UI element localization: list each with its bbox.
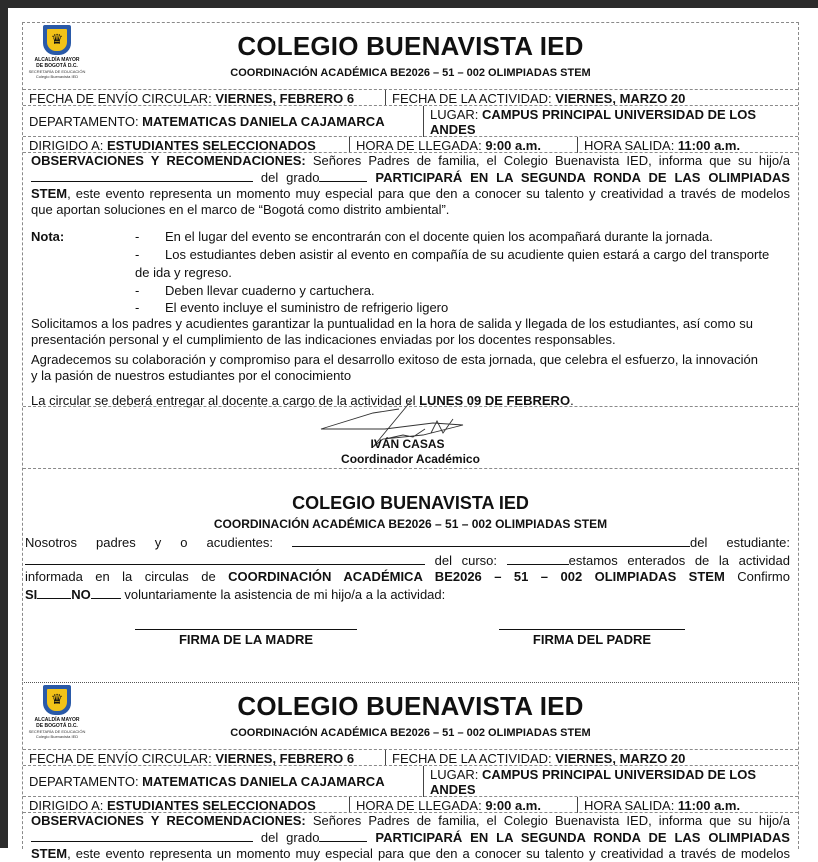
si-field[interactable] [37,586,71,599]
logo-text: DE BOGOTÁ D.C. [36,723,78,729]
fecha-envio: FECHA DE ENVÍO CIRCULAR: VIERNES, FEBRERO 6 [29,91,355,106]
observaciones-line-2: del grado PARTICIPARÁ EN LA SEGUNDA RONDA DE LAS OLIMPIADAS [31,169,790,186]
bogota-coat-of-arms-icon: ♛ [43,25,71,55]
nota-label: Nota: [31,229,65,244]
firma-madre-label: FIRMA DE LA MADRE [178,632,314,647]
fecha-actividad: FECHA DE LA ACTIVIDAD: VIERNES, MARZO 20 [385,750,798,766]
departamento: DEPARTAMENTO: MATEMATICAS DANIELA CAJAMARCA [29,774,385,789]
padre-signature-line[interactable] [499,629,685,630]
row-departamento [23,105,798,137]
acudientes-name-field[interactable] [292,534,690,547]
observaciones-line-1: OBSERVACIONES Y RECOMENDACIONES: Señores Padres de familia, el Colegio Buenavista IED, informa que su hijo/a [31,813,790,828]
logo-text: Colegio Buenavista IED [35,734,79,739]
row-dirigido [23,796,798,813]
reply-title: COLEGIO BUENAVISTA IED [292,493,529,513]
logo-text: SECRETARÍA DE EDUCACIÓN [28,69,86,74]
fecha-actividad: FECHA DE LA ACTIVIDAD: VIERNES, MARZO 20 [385,90,798,106]
document-header [23,23,798,89]
viewer-left-bar [0,0,8,848]
signer-role: Coordinador Académico [341,452,480,466]
paragraph-line: Solicitamos a los padres y acudientes garantizar la puntualidad en la hora de salida y llegada de los estudiantes, así como su [31,316,753,331]
nota-text: El evento incluye el suministro de refrigerio ligero [165,300,449,315]
nota-text: de ida y regreso. [135,265,232,280]
logo-text: ALCALDÍA MAYOR [34,57,80,63]
observaciones-block [31,153,790,409]
nota-item [31,282,790,300]
hora-salida: HORA SALIDA: 11:00 a.m. [577,137,798,153]
reply-slip-body [25,534,790,603]
paragraph-line: presentación personal y el cumplimiento de las indicaciones enviadas por los docentes responsables. [31,332,616,347]
reply-line-2: del curso: estamos enterados de la actividad [25,552,790,570]
nota-item [31,228,790,246]
circular-copy-1 [22,22,799,681]
student-name-field[interactable] [25,552,425,565]
logo-text: DE BOGOTÁ D.C. [36,63,78,69]
lugar: LUGAR: CAMPUS PRINCIPAL UNIVERSIDAD DE LOS ANDES [423,766,798,797]
bullet: - [135,229,140,244]
nota-item [31,246,790,264]
no-field[interactable] [91,586,121,599]
fecha-envio: FECHA DE ENVÍO CIRCULAR: VIERNES, FEBRERO 6 [29,751,355,766]
reply-subtitle: COORDINACIÓN ACADÉMICA BE2026 – 51 – 002 OLIMPIADAS STEM [213,517,608,531]
observaciones-line-3: STEM, este evento representa un momento muy especial para que den a conocer su talento y creatividad a través de modelos [31,186,790,201]
nota-text: Los estudiantes deben asistir al evento en compañía de su acudiente quien estará a cargo del transporte [165,247,770,262]
divider [23,468,798,469]
nota-item [31,300,790,316]
school-title: COLEGIO BUENAVISTA IED [237,31,584,61]
solicitamos-paragraph [31,316,790,348]
logo-text: ALCALDÍA MAYOR [34,717,80,723]
paragraph-line: y la pasión de nuestros estudiantes por el conocimiento [31,368,352,383]
row-departamento [23,765,798,797]
row-dirigido [23,136,798,153]
observaciones-line-2: del grado PARTICIPARÁ EN LA SEGUNDA RONDA DE LAS OLIMPIADAS [31,829,790,846]
dirigido-a: DIRIGIDO A: ESTUDIANTES SELECCIONADOS [29,798,316,813]
row-fechas [23,89,798,106]
madre-signature-line[interactable] [135,629,357,630]
hora-llegada: HORA DE LLEGADA: 9:00 a.m. [349,137,577,153]
observaciones-line-4: que aportan soluciones en el marco de “Bogotá como distrito ambiental”. [31,202,450,217]
school-title: COLEGIO BUENAVISTA IED [237,691,584,721]
viewer-top-bar [0,0,818,8]
firma-padre-label: FIRMA DEL PADRE [532,632,652,647]
lugar: LUGAR: CAMPUS PRINCIPAL UNIVERSIDAD DE LOS ANDES [423,106,798,137]
coordination-subtitle: COORDINACIÓN ACADÉMICA BE2026 – 51 – 002 OLIMPIADAS STEM [230,727,591,739]
reply-line-4: SI NO voluntariamente la asistencia de mi hijo/a a la actividad: [25,586,446,602]
departamento: DEPARTAMENTO: MATEMATICAS DANIELA CAJAMARCA [29,114,385,129]
signature-block [23,437,798,467]
bullet: - [135,247,140,262]
reply-line-1: Nosotros padres y o acudientes: del estudiante: [25,535,790,550]
nota-text: En el lugar del evento se encontrarán con el docente quien los acompañará durante la jornada. [165,229,713,244]
paragraph-line: Agradecemos su colaboración y compromiso para el desarrollo exitoso de esta jornada, que celebra el esfuerzo, la innovación [31,352,758,367]
document-header [23,683,798,749]
observaciones-line-1: OBSERVACIONES Y RECOMENDACIONES: Señores Padres de familia, el Colegio Buenavista IED, informa que su hijo/a [31,153,790,168]
hora-salida: HORA SALIDA: 11:00 a.m. [577,797,798,813]
agradecemos-paragraph [31,352,790,384]
reply-line-3: informada en la circulas de COORDINACIÓN ACADÉMICA BE2026 – 51 – 002 OLIMPIADAS STEM Confirmo [25,569,790,584]
dirigido-a: DIRIGIDO A: ESTUDIANTES SELECCIONADOS [29,138,316,153]
circular-copy-2 [22,682,799,861]
observaciones-line-3: STEM, este evento representa un momento muy especial para que den a conocer su talento y creatividad a través de modelos [31,846,790,861]
nota-text: Deben llevar cuaderno y cartuchera. [165,283,375,298]
bullet: - [135,283,140,298]
course-field[interactable] [507,552,569,565]
coordination-subtitle: COORDINACIÓN ACADÉMICA BE2026 – 51 – 002 OLIMPIADAS STEM [230,67,591,79]
signer-name: IVÁN CASAS [370,437,445,451]
bogota-coat-of-arms-icon: ♛ [43,685,71,715]
logo-text: Colegio Buenavista IED [35,74,79,79]
entrega-line: La circular se deberá entregar al docente a cargo de la actividad el LUNES 09 DE FEBRERO. [31,393,574,408]
bullet: - [135,300,140,315]
row-fechas [23,749,798,766]
hora-llegada: HORA DE LLEGADA: 9:00 a.m. [349,797,577,813]
observaciones-block [31,813,790,862]
logo-text: SECRETARÍA DE EDUCACIÓN [28,729,86,734]
